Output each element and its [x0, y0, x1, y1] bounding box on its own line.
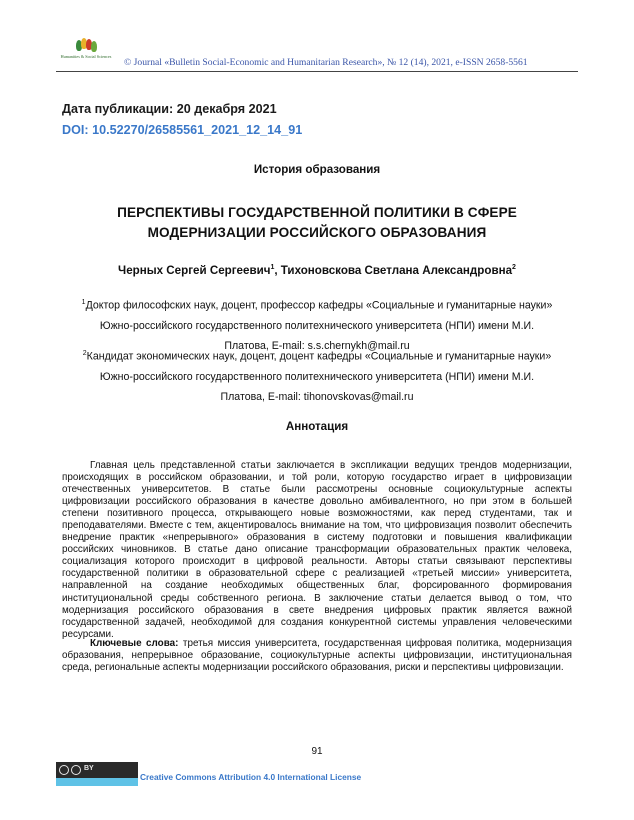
cc-badge-bottom [56, 778, 138, 786]
affiliation-1-sup: 1 [81, 299, 86, 306]
author-separator: , [274, 264, 281, 277]
keywords-text: третья миссия университета, государственная цифровая политика, модернизация образования, непрерывное образование, социокультурные аспекты цифровизации, институциональная среда, региональные аспекты модернизации российского образования, риски и перспективы цифровизации. [62, 638, 572, 674]
abstract-heading: Аннотация [285, 420, 349, 433]
logo-text: Humanities & Social Sciences [60, 54, 112, 59]
attribution-icon [71, 765, 81, 775]
cc-badge-text: BY [84, 765, 94, 772]
keywords-label: Ключевые слова: [90, 638, 179, 649]
affiliation-2-line1 [40, 344, 594, 367]
affiliation-2-line3: Платова, E-mail: tihonovskovas@mail.ru [220, 390, 414, 403]
doi-link[interactable]: DOI: 10.52270/26585561_2021_12_14_91 [62, 123, 303, 137]
cc-icon [59, 765, 69, 775]
affiliation-1-line1 [40, 293, 594, 316]
affiliation-1-line3: Платова, E-mail: s.s.chernykh@mail.ru [224, 339, 410, 352]
cc-license-link[interactable]: Creative Commons Attribution 4.0 International License [140, 772, 362, 782]
keywords [62, 638, 572, 674]
leaf-lightgreen-icon [91, 41, 97, 52]
section-rubric: История образования [253, 163, 381, 176]
page-number: 91 [311, 746, 323, 757]
article-title-line1: ПЕРСПЕКТИВЫ ГОСУДАРСТВЕННОЙ ПОЛИТИКИ В СФЕРЕ [117, 205, 517, 220]
authors [40, 264, 594, 277]
affiliation-1-line2: Южно-российского государственного политехнического университета (НПИ) имени М.И. [99, 319, 535, 332]
journal-header: © Journal «Bulletin Social-Economic and Humanitarian Research», № 12 (14), 2021, e-ISSN 2658-5561 [124, 57, 528, 68]
author-2: Тихоновскова Светлана Александровна [280, 264, 513, 277]
article-title-line2: МОДЕРНИЗАЦИИ РОССИЙСКОГО ОБРАЗОВАНИЯ [147, 225, 487, 240]
author-1: Черных Сергей Сергеевич [118, 264, 271, 277]
header-divider [56, 71, 578, 72]
journal-logo [56, 38, 116, 72]
affiliation-2-line2: Южно-российского государственного политехнического университета (НПИ) имени М.И. [99, 370, 535, 383]
leaf-icon [76, 38, 98, 52]
author-2-sup: 2 [512, 264, 516, 272]
abstract-text: Главная цель представленной статьи заключается в экспликации ведущих трендов модернизации, происходящих в российском образовании, и той роли, которую государство играет в цифровизации отечественных университетов. В статье были рассмотрены основные социокультурные аспекты цифровизации российского образования в качестве довольно амбивалентного, но при этом в большей степени позитивного процесса, открывающего новые возможностями, как перед студентами, так и преподавателями. Вместе с тем, акцентировалось внимание на том, что цифровизация позволит обеспечить внедрение практик «непрерывного» образования в систему подготовки и повышения квалификации российских чиновников. В статье дано описание трансформации образовательных практик человека, социализация которого происходит в цифровой реальности. Авторы статьи связывают перспективы государственной политики в образовательной сфере с реализацией «третьей миссии» университета, направленной на создание необходимых общественных благ, форсированного формирования институциональной среды собственного региона. В заключение статьи делается вывод о том, что модернизация российского образования в свете внедрения цифровых практик является важной государственной задачей, необходимой для создания конкурентной системы управления человеческими ресурсами. [62, 460, 572, 640]
author-1-sup: 1 [270, 264, 275, 272]
affiliation-1-line1-text: Доктор философских наук, доцент, профессор кафедры «Социальные и гуманитарные науки» [85, 299, 553, 312]
affiliation-2 [40, 344, 594, 407]
affiliation-2-line1-text: Кандидат экономических наук, доцент, доцент кафедры «Социальные и гуманитарные науки» [86, 350, 552, 363]
publication-date: Дата публикации: 20 декабря 2021 [62, 102, 277, 116]
cc-badge-top [56, 762, 138, 778]
affiliation-2-sup: 2 [82, 350, 87, 357]
cc-by-badge[interactable] [56, 762, 138, 786]
